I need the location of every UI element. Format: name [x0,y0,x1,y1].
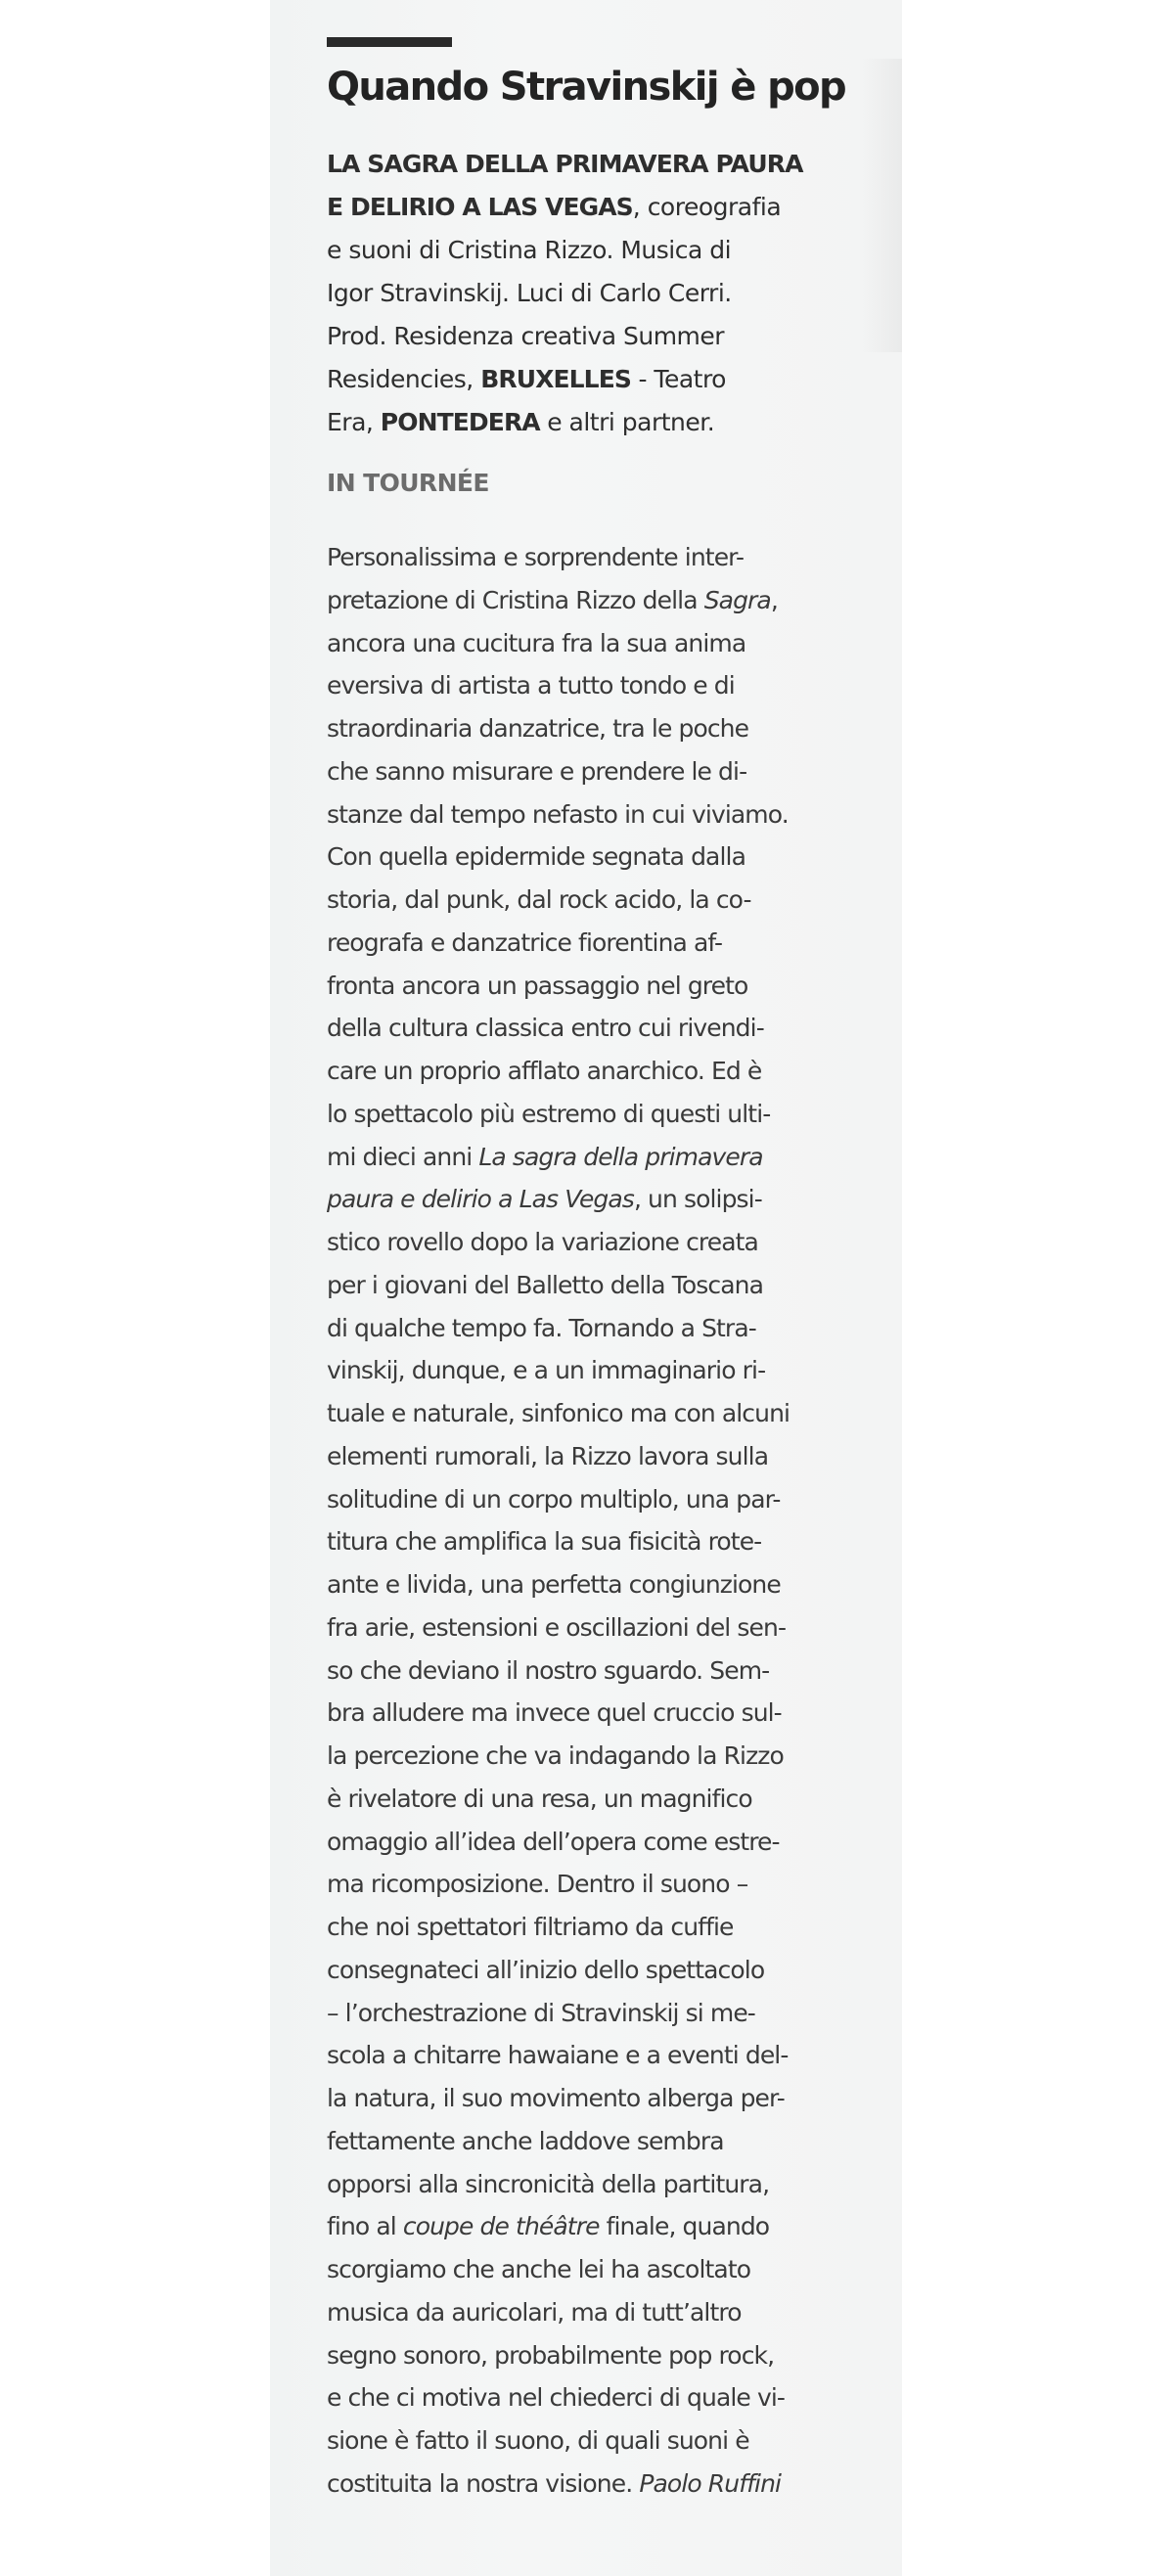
tour-label: IN TOURNÉE [327,469,489,497]
body-text-segment: finale, quando [599,2212,770,2241]
author-signature: Paolo Ruffini [639,2468,782,2498]
credits-text: e altri partner. [539,408,715,436]
body-line: lo spettacolo più estremo di questi ulti- [327,1099,771,1128]
body-line: eversiva di artista a tutto tondo e di [327,671,735,700]
section-rule [327,37,452,47]
body-line: omaggio all’idea dell’opera come estre- [327,1827,780,1856]
body-line: di qualche tempo fa. Tornando a Stra- [327,1313,756,1342]
credits-line [327,186,875,229]
italic-title: La sagra della primavera [478,1142,763,1171]
italic-phrase: coupe de théâtre [402,2212,600,2241]
article-body [327,536,875,2506]
body-line: stico rovello dopo la variazione creata [327,1228,758,1256]
body-text-segment: costituita la nostra visione. [327,2468,640,2498]
body-line: che noi spettatori filtriamo da cuffie [327,1913,734,1941]
body-line: della cultura classica entro cui rivendi- [327,1014,764,1043]
body-line: Con quella epidermide segnata dalla [327,842,745,872]
credits-text: - Teatro [631,365,726,393]
credits-text: Residencies, [327,365,481,393]
body-line: – l’orchestrazione di Stravinskij si me- [327,1998,755,2027]
body-line: la percezione che va indagando la Rizzo [327,1741,784,1770]
credits-line: Igor Stravinskij. Luci di Carlo Cerri. [327,279,732,307]
credits-text: , coreografia [632,193,782,221]
body-line: Personalissima e sorprendente inter- [327,543,745,571]
italic-title: paura e delirio a Las Vegas [327,1185,634,1214]
body-line: stanze dal tempo nefasto in cui viviamo. [327,799,789,829]
body-line: fra arie, estensioni e oscillazioni del sen- [327,1612,787,1642]
credits-line [327,143,875,186]
body-line: e che ci motiva nel chiederci di quale vi- [327,2383,786,2413]
body-text-segment: fino al [327,2212,403,2241]
body-line: titura che amplifica la sua fisicità rote- [327,1527,762,1557]
city-name: PONTEDERA [380,408,540,436]
body-line [327,579,875,622]
body-line: scola a chitarre hawaiane e a eventi del- [327,2041,789,2070]
body-line: è rivelatore di una resa, un magnifico [327,1784,752,1813]
body-line: che sanno misurare e prendere le di- [327,756,747,786]
body-line: reografa e danzatrice fiorentina af- [327,927,723,957]
production-credits [327,143,875,444]
body-line: segno sonoro, probabilmente pop rock, [327,2340,775,2370]
credits-line [327,358,875,401]
credits-line: Prod. Residenza creativa Summer [327,322,725,350]
credits-line [327,401,875,444]
body-line: solitudine di un corpo multiplo, una par- [327,1484,781,1514]
body-line: ante e livida, una perfetta congiunzione [327,1570,781,1599]
body-line [327,2205,875,2248]
body-line: scorgiamo che anche lei ha ascoltato [327,2255,751,2283]
show-title: E DELIRIO A LAS VEGAS [327,193,633,221]
body-line: so che deviano il nostro sguardo. Sem- [327,1655,770,1685]
body-line: ma ricomposizione. Dentro il suono – [327,1870,748,1899]
body-line: vinskij, dunque, e a un immaginario ri- [327,1356,766,1385]
show-title: LA SAGRA DELLA PRIMAVERA PAURA [327,150,803,178]
body-line: consegnateci all’inizio dello spettacolo [327,1955,765,1984]
body-line [327,1178,875,1221]
italic-title: Sagra [703,585,771,614]
body-line [327,1136,875,1179]
body-line: straordinaria danzatrice, tra le poche [327,714,749,743]
body-line: elementi rumorali, la Rizzo lavora sulla [327,1441,769,1470]
city-name: BRUXELLES [480,365,631,393]
body-line: storia, dal punk, dal rock acido, la co- [327,885,751,914]
body-line: sione è fatto il suono, di quali suoni è [327,2426,749,2455]
body-line: bra alludere ma invece quel cruccio sul- [327,1698,782,1728]
body-text-segment: , un solipsi- [633,1185,762,1214]
body-line: musica da auricolari, ma di tutt’altro [327,2297,742,2327]
article-headline: Quando Stravinskij è pop [327,65,846,110]
body-text-segment: pretazione di Cristina Rizzo della [327,585,704,614]
body-line [327,2463,875,2506]
credits-text: Era, [327,408,381,436]
body-line: ancora una cucitura fra la sua anima [327,628,746,657]
body-line: per i giovani del Balletto della Toscana [327,1270,764,1299]
body-text-segment: , [770,585,778,614]
body-line: tuale e naturale, sinfonico ma con alcuni [327,1399,790,1427]
body-line: fronta ancora un passaggio nel greto [327,971,748,1000]
body-line: opporsi alla sincronicità della partitura, [327,2169,770,2198]
body-text-segment: mi dieci anni [327,1142,479,1171]
body-line: care un proprio afflato anarchico. Ed è [327,1057,762,1085]
body-line: fettamente anche laddove sembra [327,2126,724,2155]
body-line: la natura, il suo movimento alberga per- [327,2084,785,2112]
credits-line: e suoni di Cristina Rizzo. Musica di [327,236,732,264]
